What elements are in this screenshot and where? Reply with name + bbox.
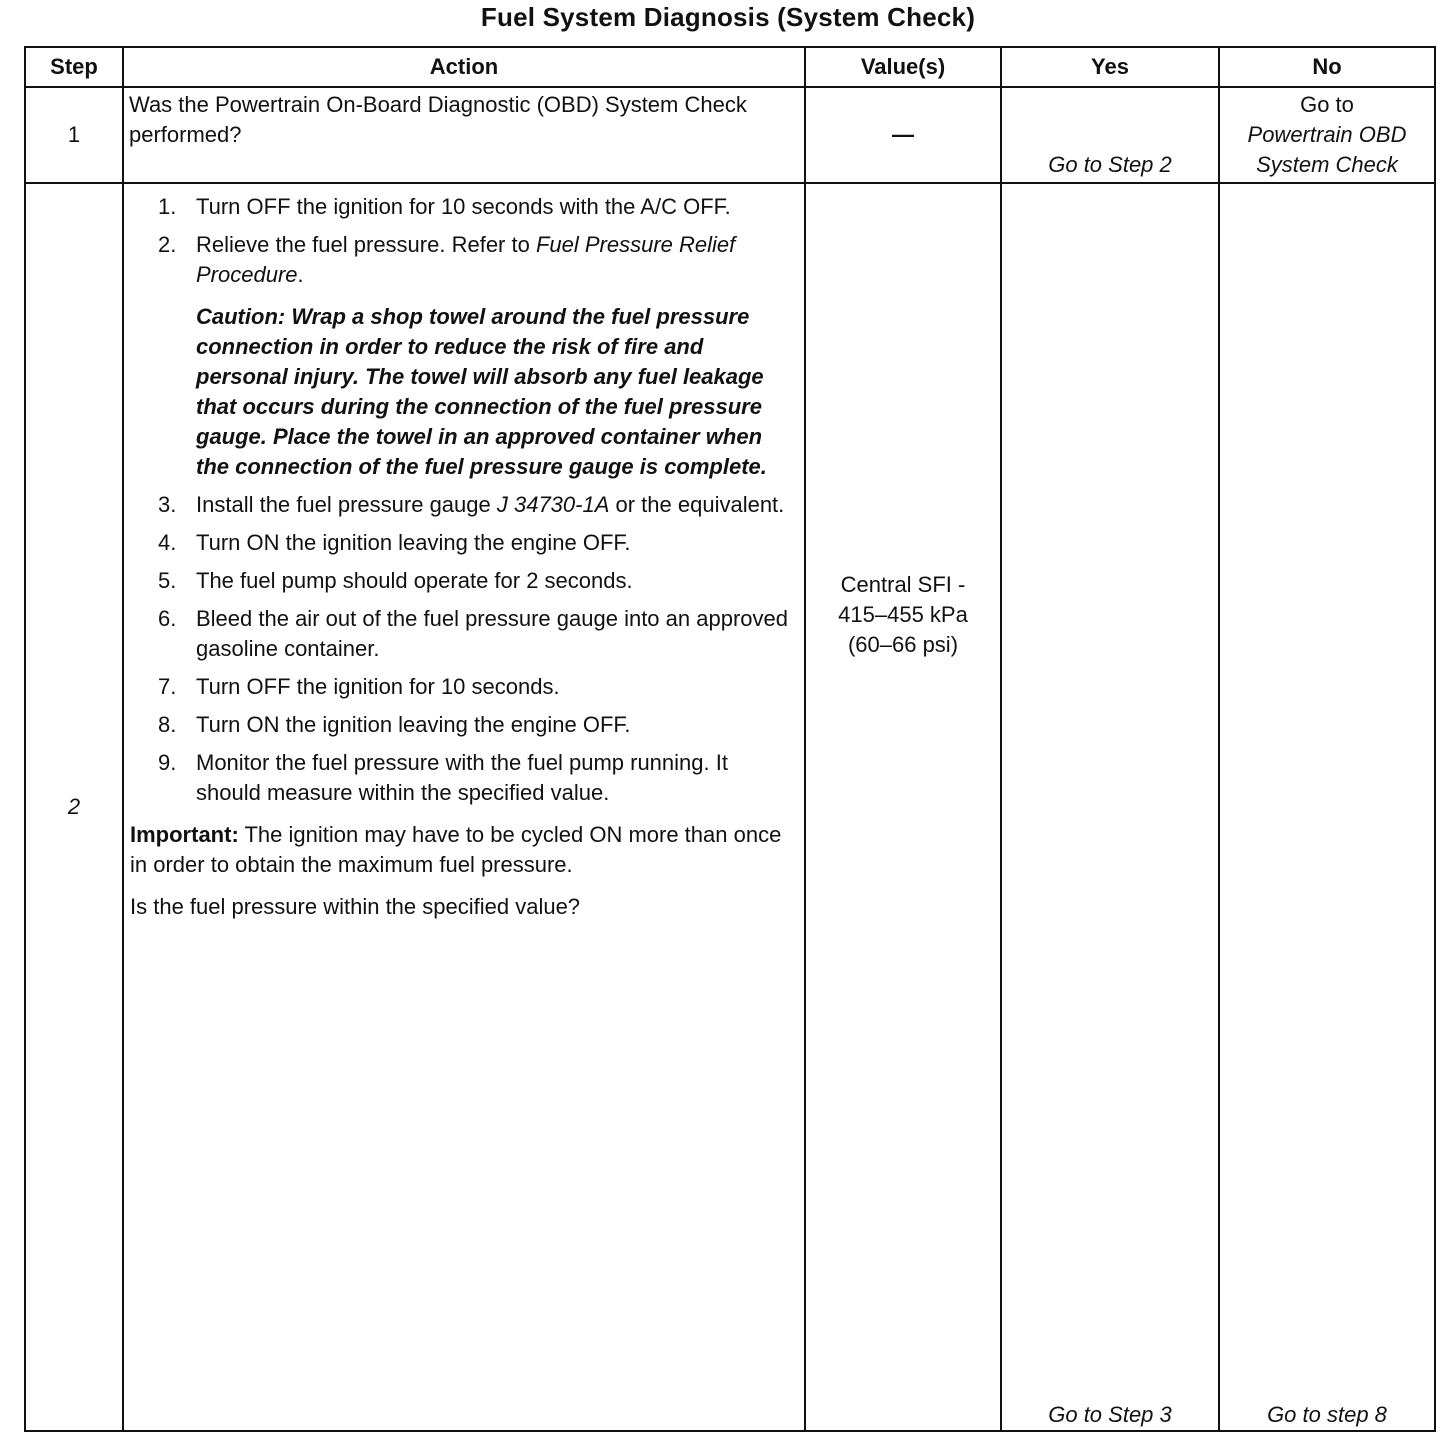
step-cell [25,183,123,1431]
important-text: The ignition may have to be cycled ON more than once in order to obtain the maximum fuel pressure. [130,822,782,877]
procedure-list-continued [128,490,798,808]
caution-note: Caution: Wrap a shop towel around the fuel pressure connection in order to reduce the risk of fire and personal injury. The towel will absorb any fuel leakage that occurs during the connection of the fuel pressure gauge. Place the towel in an approved container when the connection of the fuel pressure gauge is complete. [196,304,767,479]
value-cell [805,87,1001,183]
yes-link[interactable]: Go to Step 2 [1048,152,1172,177]
action-cell [123,87,805,183]
header-row [25,47,1435,87]
value-line: (60–66 psi) [847,632,959,657]
important-note [128,820,798,880]
diagnosis-table [24,46,1436,1432]
step-number: 2 [67,794,81,819]
tool-reference: J 34730-1A [496,492,610,517]
list-item: 8. Turn ON the ignition leaving the engine OFF. [158,712,631,737]
header-step: Step [25,47,123,87]
step-cell [25,87,123,183]
header-no: No [1219,47,1435,87]
list-item: 6. Bleed the air out of the fuel pressure gauge into an approved gasoline container. [158,606,788,661]
step-number: 1 [67,122,81,147]
action-cell [123,183,805,1431]
procedure-list [128,192,798,290]
no-link[interactable]: Powertrain OBD System Check [1247,122,1407,177]
procedure-reference-link[interactable]: Fuel Pressure Relief Procedure [196,232,736,287]
list-item: 9. Monitor the fuel pressure with the fuel pump running. It should measure within the specified value. [158,750,728,805]
no-cell [1219,183,1435,1431]
list-item: 2. Relieve the fuel pressure. Refer to Fuel Pressure Relief Procedure. [158,232,736,287]
yes-link[interactable]: Go to Step 3 [1048,1402,1172,1427]
table-row-step-2 [25,183,1435,1431]
header-values: Value(s) [805,47,1001,87]
value-line: Central SFI - [840,572,966,597]
page-title: Fuel System Diagnosis (System Check) [480,2,976,32]
value-cell [805,183,1001,1431]
action-question: Was the Powertrain On-Board Diagnostic (OBD) System Check performed? [129,92,747,147]
action-question: Is the fuel pressure within the specified value? [130,894,581,919]
value-dash: — [892,122,914,147]
list-item: 3. Install the fuel pressure gauge J 34730-1A or the equivalent. [158,492,785,517]
no-prefix: Go to [1300,92,1354,117]
no-cell [1219,87,1435,183]
table-row-step-1 [25,87,1435,183]
header-yes: Yes [1001,47,1219,87]
value-line: 415–455 kPa [838,602,968,627]
yes-cell [1001,87,1219,183]
no-link[interactable]: Go to step 8 [1267,1402,1387,1427]
list-item: 5. The fuel pump should operate for 2 seconds. [158,568,633,593]
list-item: 4. Turn ON the ignition leaving the engine OFF. [158,530,631,555]
header-action: Action [123,47,805,87]
important-label: Important: [130,822,239,847]
list-item: 1. Turn OFF the ignition for 10 seconds with the A/C OFF. [158,194,731,219]
list-item: 7. Turn OFF the ignition for 10 seconds. [158,674,560,699]
yes-cell [1001,183,1219,1431]
